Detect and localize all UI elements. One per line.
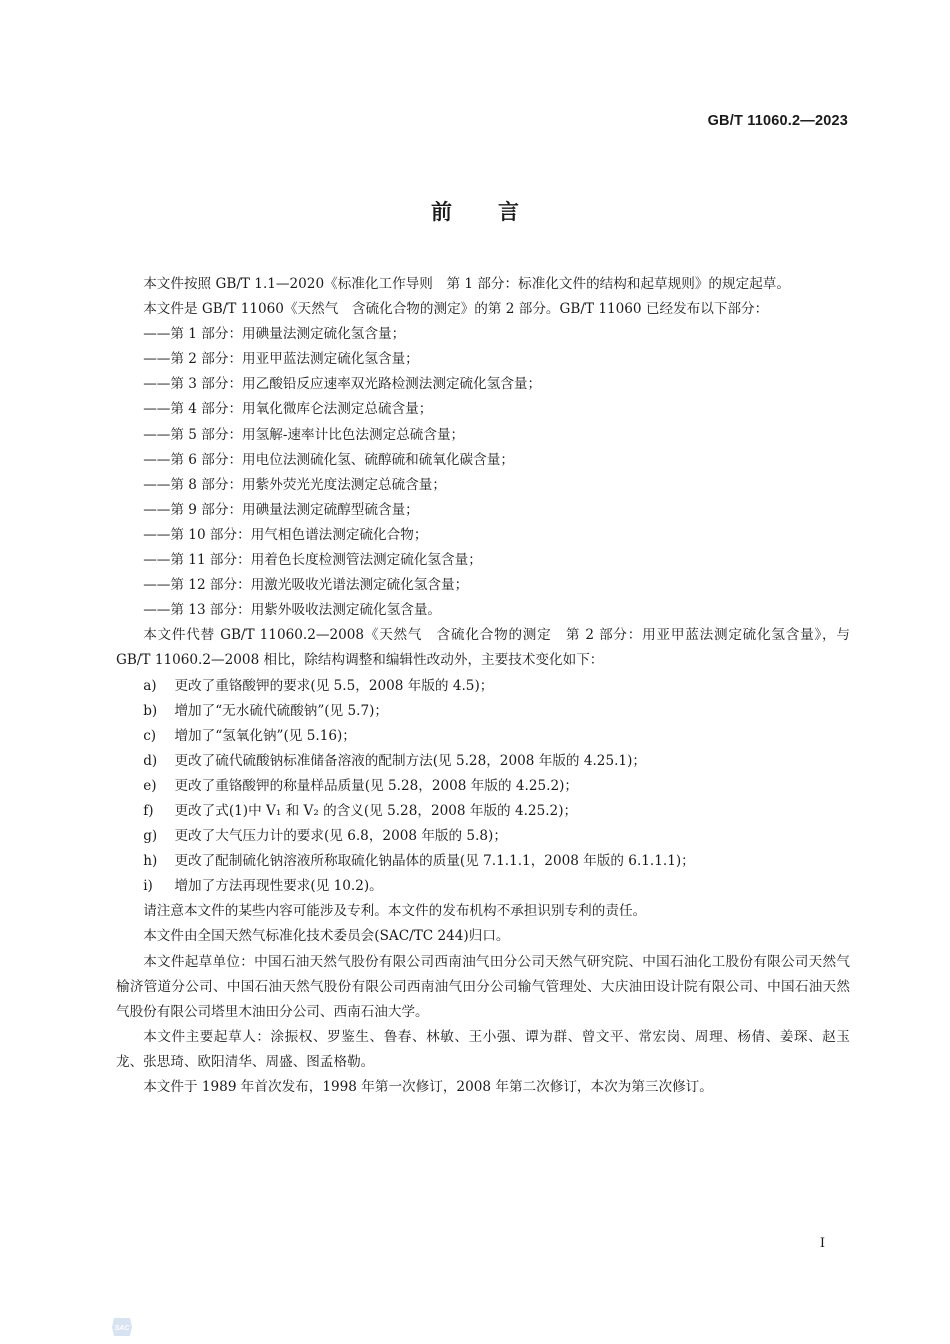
list-item [116, 749, 850, 774]
list-marker: h) [143, 853, 158, 870]
paragraph-drafters: 本文件主要起草人：涂振权、罗鉴生、鲁春、林敏、王小强、谭为群、曾文平、常宏岗、周理、杨倩、姜琛、赵玉龙、张思琦、欧阳清华、周盛、图孟格勒。 [116, 1028, 850, 1070]
list-item-text: 更改了重铬酸钾的称量样品质量(见 5.28，2008 年版的 4.25.2)； [174, 777, 578, 794]
list-marker: e) [143, 777, 157, 794]
list-item-text: 更改了式(1)中 V₁ 和 V₂ 的含义(见 5.28，2008 年版的 4.25.2)； [174, 802, 578, 819]
list-marker: b) [143, 702, 158, 719]
paragraph-drafting-units: 本文件起草单位：中国石油天然气股份有限公司西南油气田分公司天然气研究院、中国石油化工股份有限公司天然气榆济管道分公司、中国石油天然气股份有限公司西南油气田分公司输气管理处、大庆油田设计院有限公司、中国石油天然气股份有限公司塔里木油田分公司、西南石油大学。 [116, 953, 850, 1020]
paragraph-replaces: 本文件代替 GB/T 11060.2—2008《天然气 含硫化合物的测定 第 2 部分：用亚甲蓝法测定硫化氢含量》，与 GB/T 11060.2—2008 相比，除结构调整和编辑性改动外，主要技术变化如下： [116, 627, 850, 669]
foreword-body [116, 272, 850, 1100]
standard-number: GB/T 11060.2—2023 [707, 113, 848, 129]
page-title: 前言 [431, 200, 565, 224]
list-item-text: 更改了配制硫化钠溶液所称取硫化钠晶体的质量(见 7.1.1.1，2008 年版的 6.1.1.1)； [174, 853, 695, 870]
list-item-text: 增加了“氢氧化钠”(见 5.16)； [174, 727, 356, 744]
list-marker: g) [143, 828, 158, 845]
list-item [116, 799, 850, 824]
paragraph-history: 本文件于 1989 年首次发布，1998 年第一次修订，2008 年第二次修订，本次为第三次修订。 [143, 1079, 713, 1095]
svg-text:SAC: SAC [114, 1325, 130, 1332]
list-item-text: 更改了硫代硫酸钠标准储备溶液的配制方法(见 5.28，2008 年版的 4.25.1)； [174, 752, 646, 769]
list-item: ——第 8 部分：用紫外荧光光度法测定总硫含量； [143, 476, 446, 493]
parts-list [116, 322, 850, 623]
list-item: ——第 6 部分：用电位法测硫化氢、硫醇硫和硫氧化碳含量； [143, 451, 514, 468]
list-item: ——第 10 部分：用气相色谱法测定硫化合物； [143, 526, 428, 543]
list-item [116, 674, 850, 699]
list-item: ——第 2 部分：用亚甲蓝法测定硫化氢含量； [143, 351, 419, 368]
list-marker: f) [143, 802, 154, 819]
list-item [116, 824, 850, 849]
sac-logo-icon [110, 1316, 134, 1338]
list-item: ——第 4 部分：用氧化微库仑法测定总硫含量； [143, 401, 433, 418]
changes-list [116, 674, 850, 900]
paragraph-committee: 本文件由全国天然气标准化技术委员会(SAC/TC 244)归口。 [143, 928, 510, 945]
list-item: ——第 11 部分：用着色长度检测管法测定硫化氢含量； [143, 552, 482, 569]
page-number: I [819, 1236, 825, 1251]
list-marker: d) [143, 752, 158, 769]
list-item: ——第 13 部分：用紫外吸收法测定硫化氢含量。 [143, 602, 442, 619]
list-marker: a) [143, 677, 157, 694]
list-item: ——第 1 部分：用碘量法测定硫化氢含量； [143, 326, 406, 343]
list-item-text: 增加了“无水硫代硫酸钠”(见 5.7)； [174, 702, 389, 719]
list-item [116, 774, 850, 799]
paragraph-drafting-rules: 本文件按照 GB/T 1.1—2020《标准化工作导则 第 1 部分：标准化文件的结构和起草规则》的规定起草。 [143, 276, 790, 292]
list-item-text: 更改了大气压力计的要求(见 6.8，2008 年版的 5.8)； [174, 828, 507, 845]
list-item: ——第 5 部分：用氢解-速率计比色法测定总硫含量； [143, 426, 465, 443]
list-item [116, 874, 850, 899]
paragraph-series-intro: 本文件是 GB/T 11060《天然气 含硫化合物的测定》的第 2 部分。GB/T 11060 已经发布以下部分： [143, 301, 769, 318]
list-item-text: 增加了方法再现性要求(见 10.2)。 [174, 878, 383, 895]
list-item: ——第 3 部分：用乙酸铅反应速率双光路检测法测定硫化氢含量； [143, 376, 542, 393]
list-marker: c) [143, 727, 157, 744]
paragraph-patent-notice: 请注意本文件的某些内容可能涉及专利。本文件的发布机构不承担识别专利的责任。 [143, 903, 647, 920]
list-item [116, 699, 850, 724]
list-item [116, 724, 850, 749]
list-marker: i) [143, 878, 153, 895]
list-item-text: 更改了重铬酸钾的要求(见 5.5，2008 年版的 4.5)； [174, 677, 494, 694]
list-item: ——第 9 部分：用碘量法测定硫醇型硫含量； [143, 501, 419, 518]
list-item: ——第 12 部分：用激光吸收光谱法测定硫化氢含量； [143, 577, 469, 594]
list-item [116, 849, 850, 874]
